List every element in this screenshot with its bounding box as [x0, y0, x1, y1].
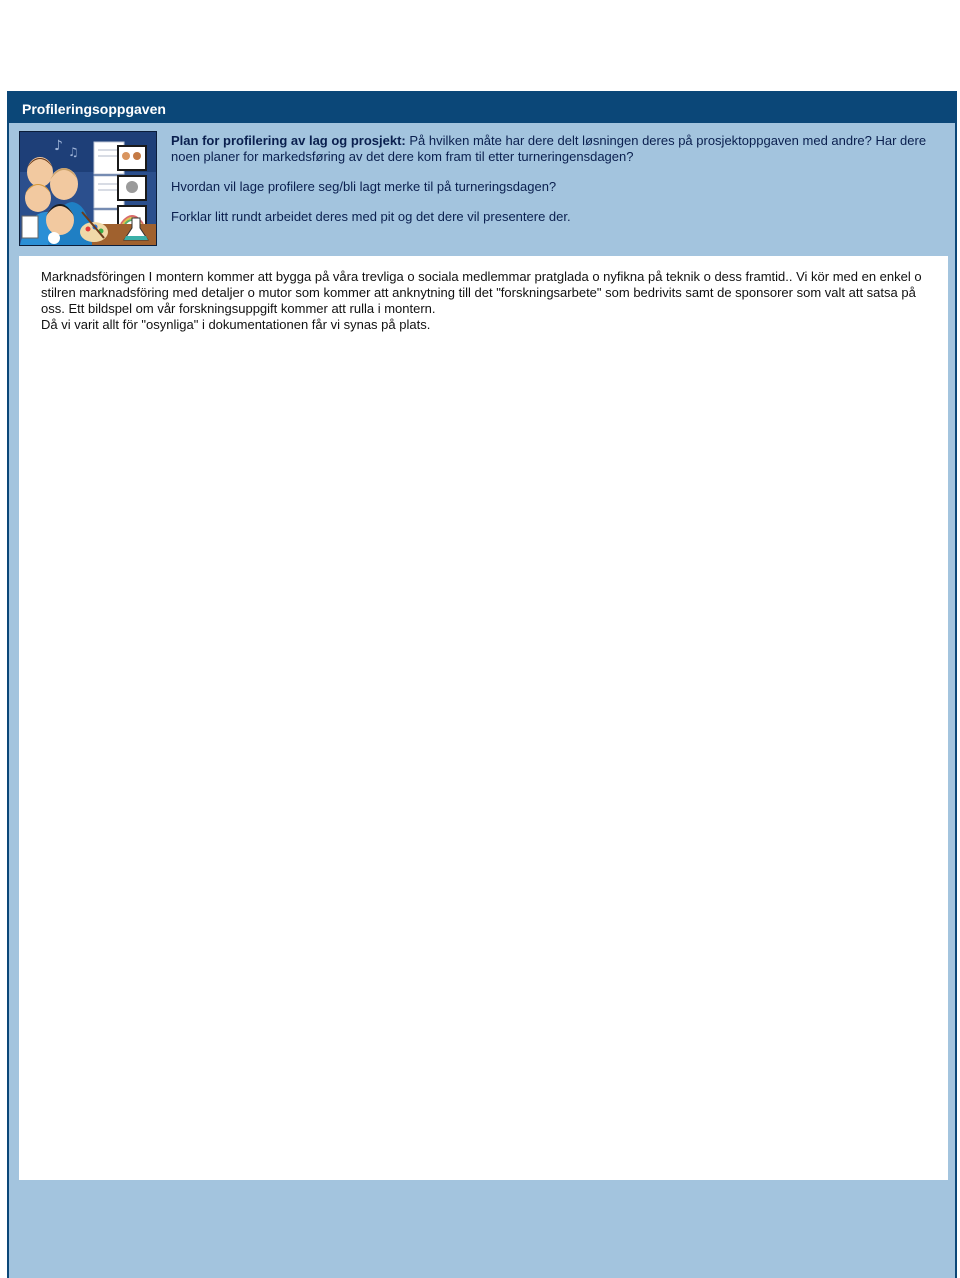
answer-paragraph-2: Då vi varit allt för "osynliga" i dokumentationen får vi synas på plats. — [41, 317, 431, 332]
prompt-question-1-text: På hvilken måte har dere delt løsningen deres på prosjektoppgaven med andre? Har dere noen planer for markedsføring av det dere kom fram til etter turneringensdagen? — [171, 133, 927, 164]
team-presentation-illustration-icon — [19, 131, 157, 246]
prompt-question-1 — [171, 133, 941, 165]
profiling-section — [7, 91, 957, 1278]
illustration-graphic — [20, 132, 156, 245]
prompt-lead: Plan for profilering av lag og prosjekt: — [171, 133, 406, 148]
svg-text:♫: ♫ — [68, 145, 79, 159]
section-title: Profileringsoppgaven — [22, 101, 166, 117]
prompt-question-3: Forklar litt rundt arbeidet deres med pit og det dere vil presentere der. — [171, 209, 571, 224]
section-header — [9, 93, 955, 123]
svg-text:♪: ♪ — [54, 138, 63, 154]
answer-text-area[interactable] — [19, 256, 948, 1180]
prompt-question-2: Hvordan vil lage profilere seg/bli lagt merke til på turneringsdagen? — [171, 179, 557, 194]
answer-paragraph-1: Marknadsföringen I montern kommer att bygga på våra trevliga o sociala medlemmar pratglada o nyfikna på teknik o dess framtid.. Vi kör med en enkel o stilren marknadsföring med detaljer o mutor som kommer att anknytning till det "forskningsarbete" som bedrivits samt de sponsorer som valt att satsa på oss. Ett bildspel om vår forskningsuppgift kommer att rulla i montern. — [41, 269, 922, 316]
prompt-block — [171, 133, 941, 239]
